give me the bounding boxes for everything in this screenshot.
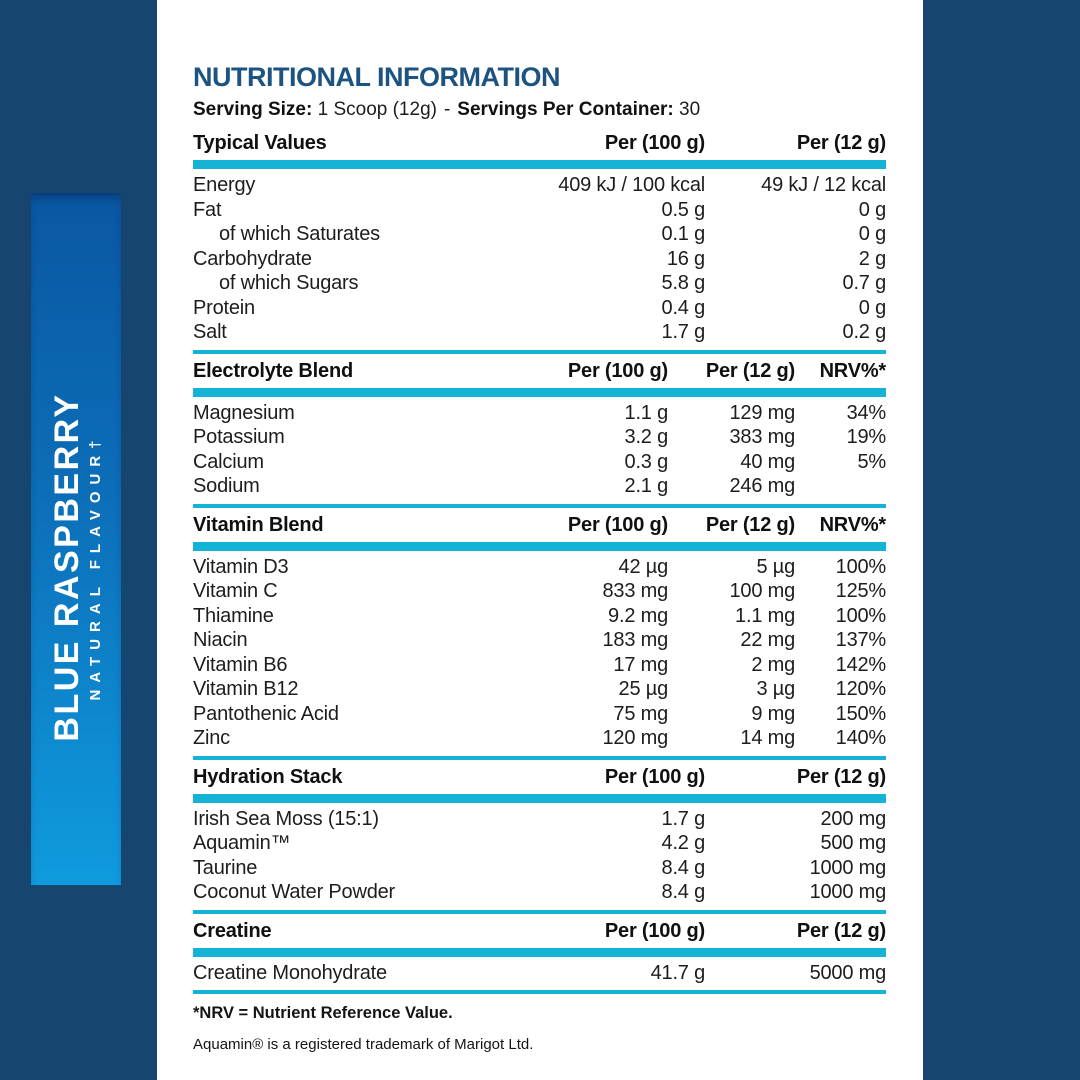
nutrient-value: 40 mg bbox=[740, 450, 795, 473]
nutrient-value: 1000 mg bbox=[809, 856, 886, 879]
nutrient-value: 120 mg bbox=[602, 727, 668, 749]
nutrient-value: 2 g bbox=[858, 247, 886, 270]
divider-bar-thick bbox=[193, 160, 886, 169]
nutrient-value: 17 mg bbox=[613, 653, 668, 676]
nutrient-name: Energy bbox=[193, 174, 256, 196]
table-row bbox=[193, 628, 886, 653]
table-row bbox=[193, 880, 886, 905]
nutrient-name: Taurine bbox=[193, 856, 258, 879]
table-row bbox=[193, 271, 886, 296]
table-row bbox=[193, 222, 886, 247]
nutrient-value: 150% bbox=[835, 702, 886, 725]
nutrient-name: of which Sugars bbox=[219, 272, 359, 294]
nutrient-value: 75 mg bbox=[613, 702, 668, 725]
section-header-row bbox=[193, 126, 886, 160]
nutrient-value: 2 mg bbox=[751, 653, 795, 676]
column-header: Per (100 g) bbox=[604, 765, 705, 788]
nutrient-value: 500 mg bbox=[820, 832, 886, 854]
table-row bbox=[193, 831, 886, 856]
table-row bbox=[193, 604, 886, 629]
serving-separator: - bbox=[443, 99, 451, 120]
nutrient-value: 1.1 mg bbox=[735, 604, 795, 627]
nutrition-section bbox=[193, 354, 886, 508]
label-panel bbox=[157, 0, 923, 1080]
divider-bar-thick bbox=[193, 948, 886, 957]
nutrient-name: of which Saturates bbox=[219, 223, 380, 245]
column-header: Per (12 g) bbox=[705, 359, 795, 382]
flavour-name-vertical-text: BLUE RASPBERRY bbox=[47, 392, 86, 742]
nutrient-name: Carbohydrate bbox=[193, 247, 312, 270]
table-row bbox=[193, 474, 886, 499]
column-header: Per (12 g) bbox=[796, 919, 886, 942]
table-row bbox=[193, 450, 886, 475]
serving-size-value: 1 Scoop (12g) bbox=[317, 99, 437, 120]
nutrient-name: Fat bbox=[193, 198, 222, 221]
nutrient-name: Potassium bbox=[193, 426, 285, 448]
section-rows bbox=[193, 803, 886, 908]
nutrient-value bbox=[795, 474, 886, 499]
nutrient-value: 0.3 g bbox=[624, 450, 668, 473]
nutrient-name: Salt bbox=[193, 321, 227, 343]
nutrient-value: 3 µg bbox=[756, 678, 795, 700]
divider-bar-thick bbox=[193, 794, 886, 803]
nutrient-value: 19% bbox=[846, 426, 886, 448]
table-row bbox=[193, 296, 886, 321]
section-rows bbox=[193, 169, 886, 348]
nutrient-name: Vitamin B12 bbox=[193, 678, 299, 700]
label-content bbox=[193, 63, 886, 1053]
nutrient-value: 41.7 g bbox=[650, 961, 705, 984]
nutrient-value: 9.2 mg bbox=[608, 604, 668, 627]
nutrition-section bbox=[193, 760, 886, 914]
divider-bar-thin bbox=[193, 990, 886, 994]
nutrient-name: Protein bbox=[193, 296, 255, 319]
divider-bar-thick bbox=[193, 542, 886, 551]
nutrient-value: 409 kJ / 100 kcal bbox=[558, 174, 705, 196]
nutrient-value: 4.2 g bbox=[661, 832, 705, 854]
nutrient-value: 8.4 g bbox=[661, 881, 705, 903]
nutrient-name: Calcium bbox=[193, 450, 264, 473]
nutrient-value: 0.2 g bbox=[842, 321, 886, 343]
section-title: Electrolyte Blend bbox=[193, 359, 353, 382]
nutrient-value: 49 kJ / 12 kcal bbox=[761, 174, 886, 196]
table-row bbox=[193, 677, 886, 702]
table-row bbox=[193, 555, 886, 580]
section-header-row bbox=[193, 760, 886, 794]
column-header: Per (100 g) bbox=[567, 359, 668, 382]
section-title: Typical Values bbox=[193, 132, 327, 154]
section-header-row bbox=[193, 914, 886, 948]
nutrient-value: 246 mg bbox=[729, 475, 795, 497]
table-row bbox=[193, 198, 886, 223]
nutrient-name: Magnesium bbox=[193, 401, 295, 424]
table-row bbox=[193, 653, 886, 678]
nutrient-value: 120% bbox=[835, 678, 886, 700]
section-rows bbox=[193, 551, 886, 754]
table-row bbox=[193, 726, 886, 751]
nutrient-value: 5000 mg bbox=[809, 961, 886, 984]
section-title: Vitamin Blend bbox=[193, 513, 324, 536]
nutrient-value: 5% bbox=[857, 450, 886, 473]
nutrient-name: Aquamin™ bbox=[193, 832, 291, 854]
section-header-row bbox=[193, 354, 886, 388]
nutrient-name: Sodium bbox=[193, 475, 260, 497]
section-title: Hydration Stack bbox=[193, 765, 343, 788]
column-header: Per (100 g) bbox=[604, 919, 705, 942]
nutrient-name: Niacin bbox=[193, 629, 248, 651]
section-header-row bbox=[193, 508, 886, 542]
nutrient-value: 1.7 g bbox=[661, 321, 705, 343]
column-header: Per (100 g) bbox=[567, 513, 668, 536]
nutrient-name: Vitamin C bbox=[193, 580, 278, 602]
column-header: Per (12 g) bbox=[796, 765, 886, 788]
nutrient-value: 0.5 g bbox=[661, 198, 705, 221]
nutrient-value: 2.1 g bbox=[624, 475, 668, 497]
page-title: NUTRITIONAL INFORMATION bbox=[193, 62, 560, 92]
nutrient-value: 1000 mg bbox=[809, 881, 886, 903]
nutrient-value: 100% bbox=[835, 555, 886, 578]
nutrient-value: 5.8 g bbox=[661, 272, 705, 294]
servings-per-container-value: 30 bbox=[679, 99, 701, 120]
nutrient-value: 3.2 g bbox=[624, 426, 668, 448]
serving-size-label: Serving Size: bbox=[193, 99, 313, 120]
section-rows bbox=[193, 957, 886, 989]
flavour-subtitle-vertical-text: NATURAL FLAVOUR† bbox=[86, 433, 104, 701]
nutrient-value: 0.7 g bbox=[842, 272, 886, 294]
nutrient-value: 22 mg bbox=[740, 629, 795, 651]
nutrient-value: 183 mg bbox=[602, 629, 668, 651]
column-header: NRV%* bbox=[819, 359, 886, 382]
divider-bar-thick bbox=[193, 388, 886, 397]
table-row bbox=[193, 247, 886, 272]
nutrient-name: Vitamin D3 bbox=[193, 555, 289, 578]
servings-per-container-label: Servings Per Container: bbox=[457, 99, 674, 120]
nutrition-section bbox=[193, 508, 886, 760]
table-row bbox=[193, 401, 886, 426]
column-header: NRV%* bbox=[819, 513, 886, 536]
nutrient-value: 140% bbox=[835, 727, 886, 749]
nutrient-value: 25 µg bbox=[618, 678, 668, 700]
nutrient-name: Pantothenic Acid bbox=[193, 702, 339, 725]
nutrient-value: 0 g bbox=[858, 223, 886, 245]
table-row bbox=[193, 961, 886, 986]
nutrition-section bbox=[193, 126, 886, 354]
nutrient-value: 8.4 g bbox=[661, 856, 705, 879]
nutrient-value: 1.1 g bbox=[624, 401, 668, 424]
table-row bbox=[193, 856, 886, 881]
nutrient-value: 16 g bbox=[666, 247, 705, 270]
column-header: Per (12 g) bbox=[796, 132, 886, 154]
column-header: Per (12 g) bbox=[705, 513, 795, 536]
section-title: Creatine bbox=[193, 919, 272, 942]
nutrient-name: Zinc bbox=[193, 727, 230, 749]
nutrient-value: 0 g bbox=[858, 198, 886, 221]
table-row bbox=[193, 425, 886, 450]
table-row bbox=[193, 807, 886, 832]
nutrient-name: Creatine Monohydrate bbox=[193, 961, 387, 984]
nutrient-value: 34% bbox=[846, 401, 886, 424]
nutrient-value: 1.7 g bbox=[661, 807, 705, 830]
nutrient-value: 0.4 g bbox=[661, 296, 705, 319]
nutrient-name: Vitamin B6 bbox=[193, 653, 288, 676]
nutrition-section bbox=[193, 914, 886, 995]
nutrient-value: 100 mg bbox=[729, 580, 795, 602]
nutrient-value: 137% bbox=[835, 629, 886, 651]
serving-info-line bbox=[193, 99, 886, 121]
nutrient-value: 42 µg bbox=[618, 555, 668, 578]
nutrition-table bbox=[193, 126, 886, 994]
footnote-nrv: *NRV = Nutrient Reference Value. bbox=[193, 1004, 453, 1022]
nutrient-value: 200 mg bbox=[820, 807, 886, 830]
nutrient-value: 383 mg bbox=[729, 426, 795, 448]
nutrient-name: Irish Sea Moss (15:1) bbox=[193, 807, 379, 830]
nutrient-name: Coconut Water Powder bbox=[193, 881, 396, 903]
table-row bbox=[193, 702, 886, 727]
nutrient-value: 125% bbox=[835, 580, 886, 602]
nutrient-value: 142% bbox=[835, 653, 886, 676]
nutrient-value: 5 µg bbox=[756, 555, 795, 578]
section-rows bbox=[193, 397, 886, 502]
nutrient-value: 100% bbox=[835, 604, 886, 627]
nutrient-value: 0.1 g bbox=[661, 223, 705, 245]
nutrient-name: Thiamine bbox=[193, 604, 274, 627]
nutrient-value: 833 mg bbox=[602, 580, 668, 602]
table-row bbox=[193, 579, 886, 604]
table-row bbox=[193, 320, 886, 345]
flavour-band-text bbox=[31, 221, 121, 913]
footnote-aquamin: Aquamin® is a registered trademark of Marigot Ltd. bbox=[193, 1036, 534, 1053]
flavour-band bbox=[31, 193, 121, 885]
nutrient-value: 0 g bbox=[858, 296, 886, 319]
nutrient-value: 129 mg bbox=[729, 401, 795, 424]
column-header: Per (100 g) bbox=[604, 132, 705, 154]
table-row bbox=[193, 173, 886, 198]
nutrient-value: 9 mg bbox=[751, 702, 795, 725]
nutrient-value: 14 mg bbox=[740, 727, 795, 749]
